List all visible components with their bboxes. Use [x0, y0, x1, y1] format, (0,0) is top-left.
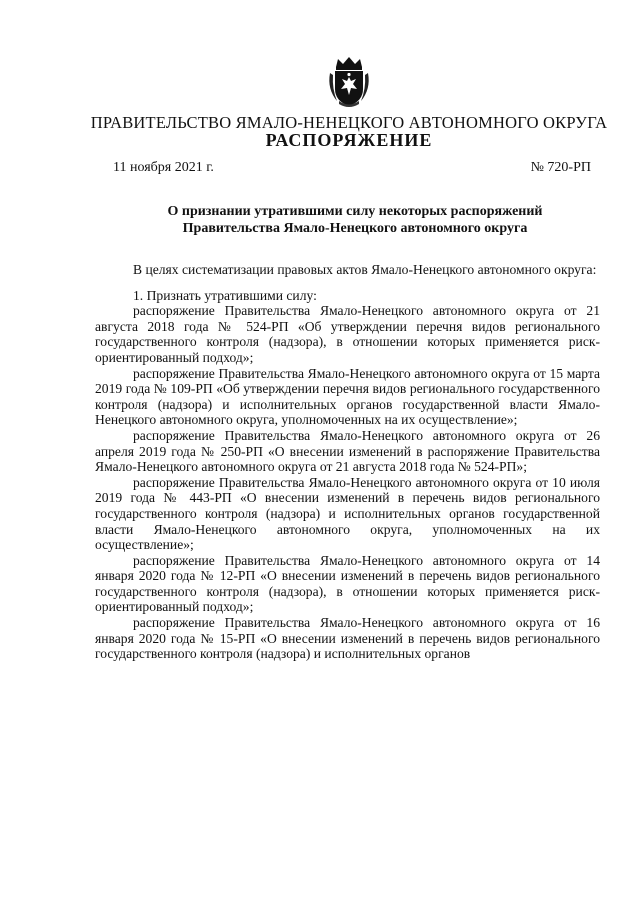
- document-date: 11 ноября 2021 г.: [113, 160, 214, 175]
- paragraph-order-524: распоряжение Правительства Ямало-Ненецкого автономного округа от 21 августа 2018 года № 524-РП «Об утверждении перечня видов регионального государственного контроля (надзора), в отношении которых применяется риск-ориентированный подход»;: [95, 303, 600, 365]
- paragraph-order-15: распоряжение Правительства Ямало-Ненецкого автономного округа от 16 января 2020 года № 15-РП «О внесении изменений в перечень видов регионального государственного контроля (надзора) и исполнительных органов: [95, 615, 600, 662]
- document-type: РАСПОРЯЖЕНИЕ: [265, 130, 433, 150]
- coat-of-arms-icon: [327, 55, 371, 109]
- paragraph-order-250: распоряжение Правительства Ямало-Ненецкого автономного округа от 26 апреля 2019 года № 250-РП «О внесении изменений в распоряжение Правительства Ямало-Ненецкого автономного округа от 21 августа 2018 года № 524-РП»;: [95, 427, 600, 475]
- paragraph-preamble: В целях систематизации правовых актов Ямало-Ненецкого автономного округа:: [133, 262, 597, 277]
- paragraph-order-109: распоряжение Правительства Ямало-Ненецкого автономного округа от 15 марта 2019 года № 109-РП «Об утверждении перечня видов регионального государственного контроля (надзора) и исполнительных органов государственной власти Ямало-Ненецкого автономного округа, уполномоченных на их осуществление»;: [95, 365, 600, 428]
- document-number: № 720-РП: [530, 160, 591, 175]
- paragraph-item-1: 1. Признать утратившими силу:: [133, 287, 317, 303]
- government-name: ПРАВИТЕЛЬСТВО ЯМАЛО-НЕНЕЦКОГО АВТОНОМНОГО ОКРУГА: [90, 113, 608, 132]
- document-body: [95, 262, 600, 662]
- title-line: Правительства Ямало-Ненецкого автономного округа: [182, 221, 528, 236]
- title-line: О признании утратившими силу некоторых распоряжений: [167, 204, 543, 219]
- paragraph-order-443: распоряжение Правительства Ямало-Ненецкого автономного округа от 10 июля 2019 года № 443-РП «О внесении изменений в перечень видов регионального государственного контроля (надзора) и исполнительных органов государственной власти Ямало-Ненецкого автономного округа, уполномоченных на их осуществление»;: [95, 474, 600, 553]
- document-title: [90, 203, 620, 237]
- paragraph-order-12: распоряжение Правительства Ямало-Ненецкого автономного округа от 14 января 2020 года № 12-РП «О внесении изменений в перечень видов регионального государственного контроля (надзора), в отношении которых применяется риск-ориентированный подход»;: [95, 552, 600, 615]
